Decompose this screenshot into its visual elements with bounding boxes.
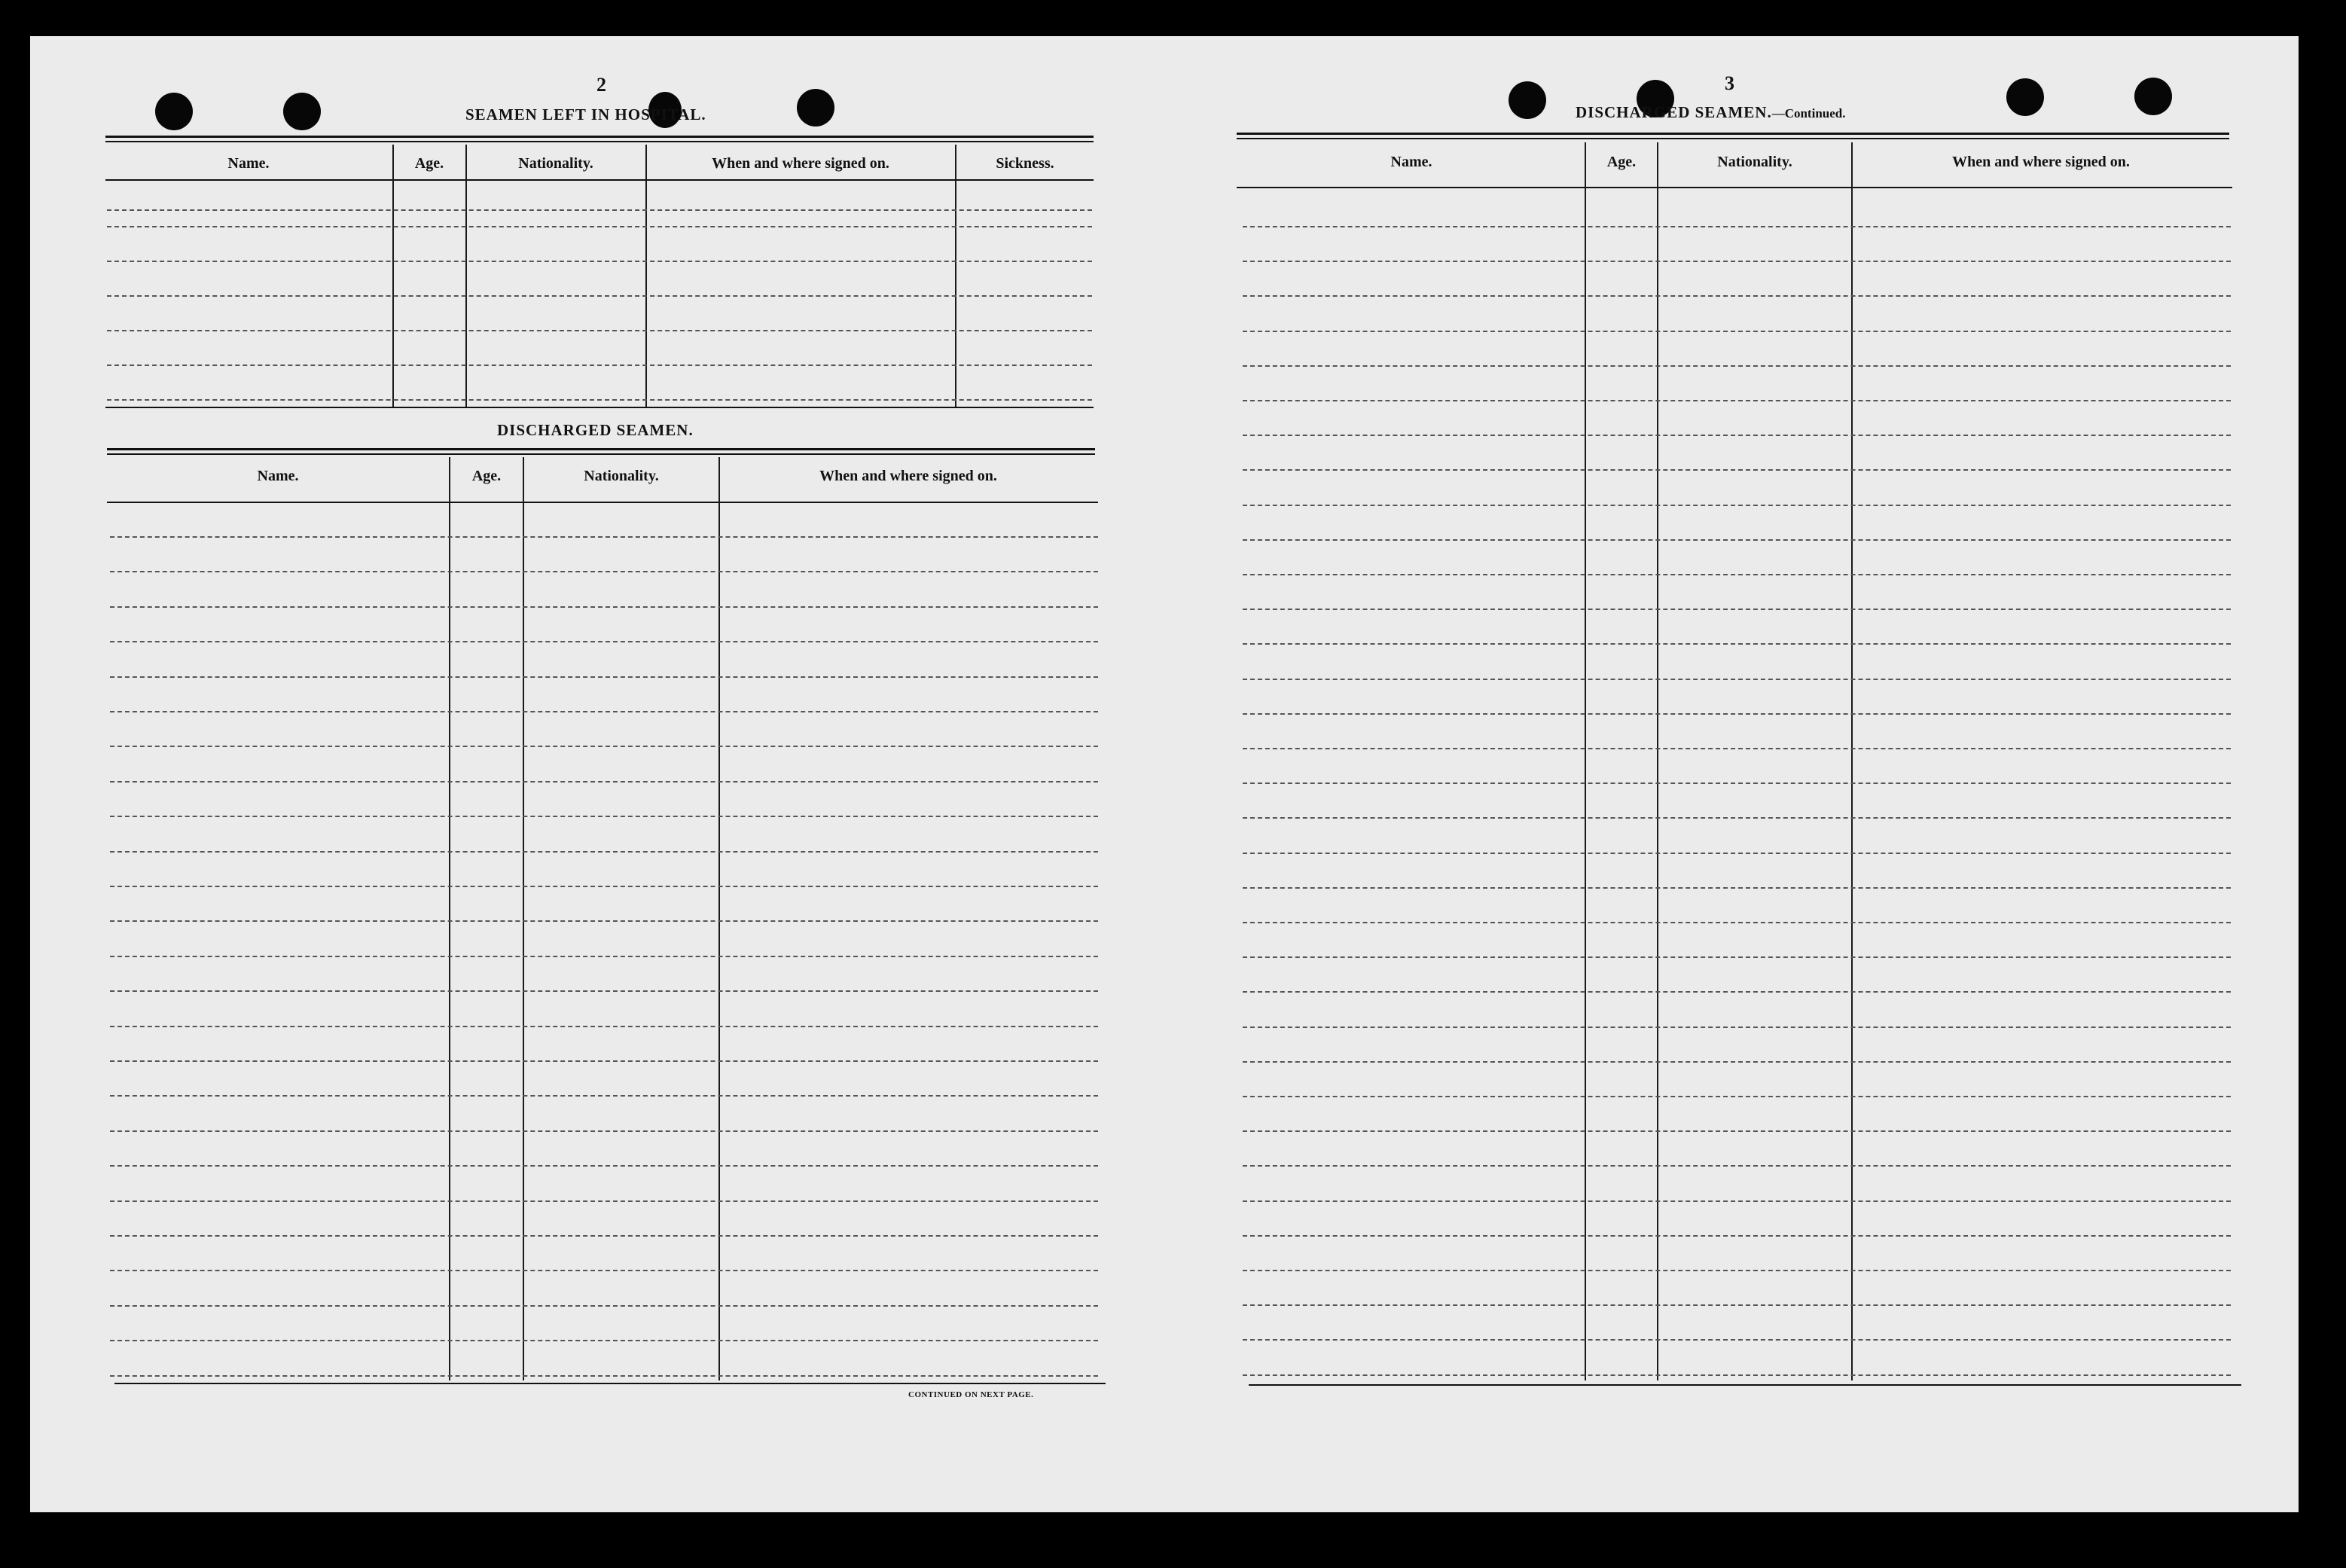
blank-entry-line (107, 399, 1092, 401)
punch-hole (1509, 81, 1546, 119)
divider (107, 448, 1095, 450)
discharged-continued-title (1576, 103, 1845, 122)
blank-entry-line (110, 536, 1098, 538)
punch-hole (2134, 78, 2172, 115)
blank-entry-line (110, 990, 1098, 992)
blank-entry-line (110, 781, 1098, 782)
divider (1237, 187, 2232, 188)
punch-hole (283, 93, 321, 130)
blank-entry-line (110, 1060, 1098, 1062)
blank-entry-line (110, 816, 1098, 817)
column-line (392, 145, 394, 408)
title-suffix: —Continued. (1771, 106, 1846, 120)
column-header-signed-on: When and where signed on. (819, 468, 997, 484)
discharged-section-title: DISCHARGED SEAMEN. (497, 421, 694, 439)
column-line (718, 457, 720, 1380)
blank-entry-line (1243, 1304, 2231, 1306)
blank-entry-line (110, 746, 1098, 747)
blank-entry-line (110, 886, 1098, 887)
column-header-name: Name. (1390, 154, 1432, 170)
blank-entry-line (1243, 853, 2231, 854)
divider (105, 136, 1094, 138)
column-header-age: Age. (414, 155, 444, 172)
divider (107, 453, 1095, 455)
blank-entry-line (110, 920, 1098, 922)
blank-entry-line (1243, 400, 2231, 401)
blank-entry-line (1243, 469, 2231, 471)
blank-entry-line (110, 641, 1098, 642)
divider (105, 407, 1094, 408)
blank-entry-line (1243, 1061, 2231, 1063)
column-header-name: Name. (227, 155, 270, 172)
column-line (523, 457, 524, 1380)
column-line (465, 145, 467, 408)
column-header-signed-on: When and where signed on. (1952, 154, 2130, 170)
blank-entry-line (110, 1165, 1098, 1167)
blank-entry-line (110, 571, 1098, 572)
blank-entry-line (110, 1095, 1098, 1097)
divider (114, 1383, 1106, 1384)
column-line (645, 145, 647, 408)
column-line (449, 457, 450, 1380)
divider (105, 141, 1094, 142)
column-header-signed-on: When and where signed on. (712, 155, 889, 172)
blank-entry-line (110, 1375, 1098, 1377)
blank-entry-line (1243, 295, 2231, 297)
continued-note: CONTINUED ON NEXT PAGE. (908, 1390, 1034, 1399)
column-header-nationality: Nationality. (518, 155, 593, 172)
blank-entry-line (1243, 1374, 2231, 1376)
blank-entry-line (110, 606, 1098, 608)
blank-entry-line (1243, 435, 2231, 436)
blank-entry-line (110, 1235, 1098, 1237)
divider (1237, 133, 2229, 135)
blank-entry-line (1243, 261, 2231, 262)
blank-entry-line (110, 1270, 1098, 1271)
blank-entry-line (107, 365, 1092, 366)
blank-entry-line (1243, 1270, 2231, 1271)
blank-entry-line (110, 1026, 1098, 1027)
blank-entry-line (1243, 1339, 2231, 1341)
blank-entry-line (110, 1305, 1098, 1307)
blank-entry-line (1243, 782, 2231, 784)
blank-entry-line (107, 261, 1092, 262)
punch-hole (155, 93, 193, 130)
blank-entry-line (110, 1200, 1098, 1202)
blank-entry-line (107, 330, 1092, 331)
punch-hole (2006, 78, 2044, 116)
blank-entry-line (1243, 609, 2231, 610)
blank-entry-line (110, 956, 1098, 957)
blank-entry-line (1243, 922, 2231, 923)
blank-entry-line (1243, 887, 2231, 889)
blank-entry-line (110, 676, 1098, 678)
blank-entry-line (1243, 1027, 2231, 1028)
punch-hole (797, 89, 834, 127)
hospital-section-title: SEAMEN LEFT IN HOSPITAL. (465, 105, 706, 124)
divider (1249, 1384, 2241, 1386)
column-header-nationality: Nationality. (584, 468, 659, 484)
blank-entry-line (110, 1340, 1098, 1341)
column-header-age: Age. (1606, 154, 1637, 170)
column-line (1585, 142, 1586, 1380)
column-header-name: Name. (257, 468, 299, 484)
column-header-age: Age. (471, 468, 502, 484)
blank-entry-line (110, 1130, 1098, 1132)
blank-entry-line (110, 851, 1098, 853)
blank-entry-line (110, 711, 1098, 712)
blank-entry-line (1243, 1235, 2231, 1237)
column-line (1657, 142, 1658, 1380)
blank-entry-line (1243, 574, 2231, 575)
page-number: 3 (1725, 72, 1735, 94)
blank-entry-line (107, 226, 1092, 227)
blank-entry-line (1243, 1096, 2231, 1097)
title-text: DISCHARGED SEAMEN. (1576, 103, 1772, 121)
column-line (1851, 142, 1853, 1380)
blank-entry-line (1243, 748, 2231, 749)
divider (105, 179, 1094, 181)
blank-entry-line (1243, 1130, 2231, 1132)
blank-entry-line (1243, 1200, 2231, 1202)
blank-entry-line (1243, 643, 2231, 645)
blank-entry-line (107, 209, 1092, 211)
divider (107, 502, 1098, 503)
blank-entry-line (1243, 817, 2231, 819)
column-header-nationality: Nationality. (1717, 154, 1792, 170)
blank-entry-line (1243, 679, 2231, 680)
blank-entry-line (1243, 713, 2231, 715)
blank-entry-line (1243, 539, 2231, 541)
page-number: 2 (596, 74, 607, 96)
blank-entry-line (1243, 505, 2231, 506)
blank-entry-line (107, 295, 1092, 297)
blank-entry-line (1243, 331, 2231, 332)
blank-entry-line (1243, 365, 2231, 367)
blank-entry-line (1243, 956, 2231, 958)
blank-entry-line (1243, 226, 2231, 227)
column-header-sickness: Sickness. (996, 155, 1054, 172)
blank-entry-line (1243, 1165, 2231, 1167)
blank-entry-line (1243, 991, 2231, 993)
form-sheet (30, 36, 2299, 1512)
column-line (955, 145, 956, 408)
divider (1237, 138, 2229, 139)
